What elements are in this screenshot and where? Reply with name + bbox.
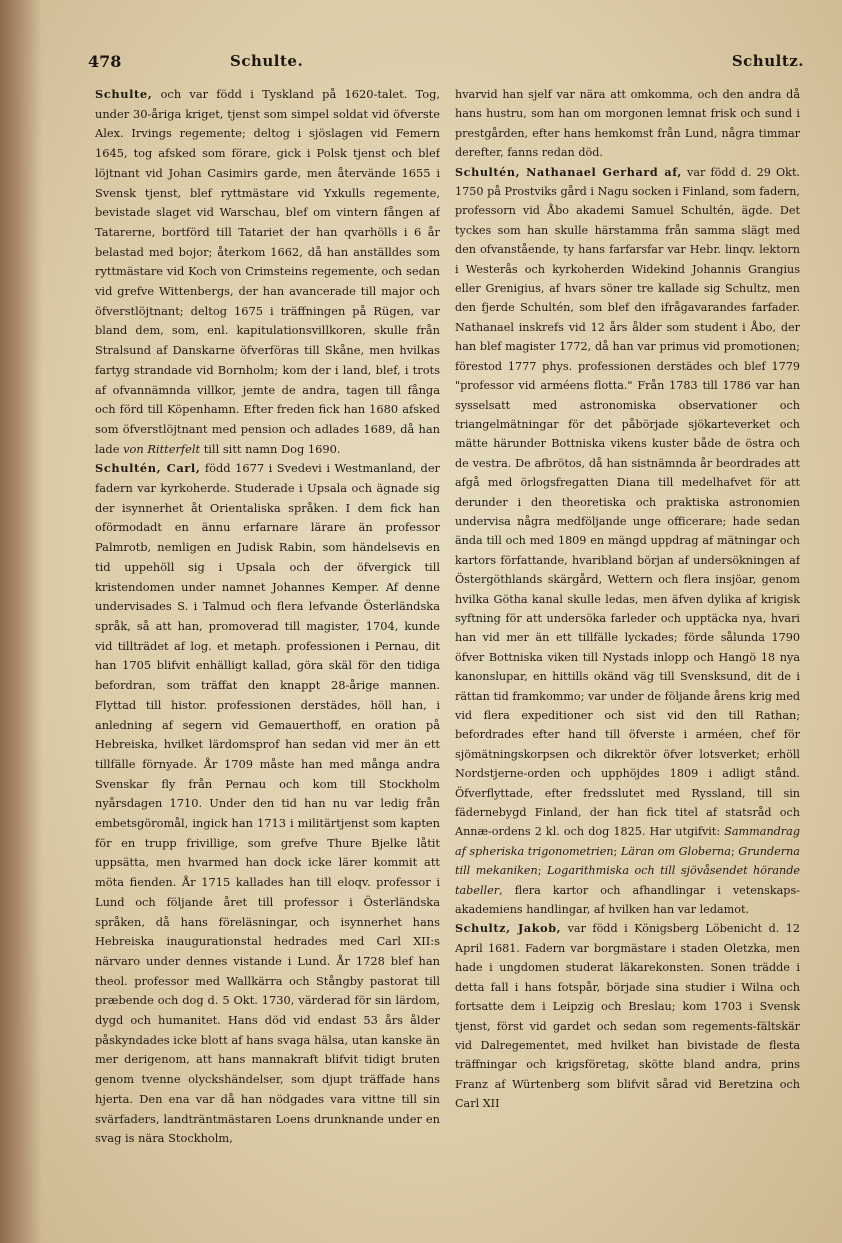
- entry-text: var född d. 29 Okt. 1750 på Prostviks gård i Nagu socken i Finland, som fadern, professorn vid Åbo akademi Samuel Schultén, ägde. Det tyckes som han skulle härstamma från samma slägt med den ofvanstående, ty hans farfarsfar var Hebr. linqv. lektorn i Westerås och kyrkoherden Widekind Johannis Grangius eller Grenigius, af hvars söner tre kallade sig Schultz, men den fjerde Schultén, som blef den ifrågavarandes farfader. Nathanael inskrefs vid 12 års ålder som student i Åbo, der han blef magister 1772, då han var primus vid promotionen; förestod 1777 phys. professionen derstädes och blef 1779 "professor vid arméens flotta." Från 1783 till 1786 var han sysselsatt med astronomiska observationer och triangelmätningar för det påbörjade sjökarteverket och mätte härunder Bottniska vikens kuster både de östra och de vestra. De afbrötos, då han sistnämnda år beordrades att afgå med örlogsfregatten Diana till medelhafvet för att derunder i den theoretiska och praktiska astronomien undervisa några medföljande unge officerare; hade sedan ända till och med 1809 en mängd uppdrag af mätningar och kartors författande, hvaribland början af undersökningen af Östergöthlands skärgård, Wettern och flera insjöar, genom hvilka Götha kanal skulle ledas, men äfven dylika af krigisk syftning för att undersöka farleder och upptäcka nya, hvari han vid mer än ett tillfälle lyckades; förde sålunda 1790 öfver Bottniska viken till Nystads inlopp och Hangö 18 nya kanonslupar, en hittills okänd väg till Svensksund, dit de i rättan tid framkommo; var under de följande årens krig med vid flera expeditioner och sist vid den till Rathan; befordrades efter hand till öfverste i arméen, chef för sjömätningskorpsen och dikrektör öfver lotsverket; erhöll Nordstjerne-orden och upphöjdes 1809 i adligt stånd. Öfverflyttade, efter fredsslutet med Ryssland, till sin fädernebygd Finland, der han fick titel af statsråd och Annæ-ordens 2 kl. och dog 1825. Har utgifvit:: [455, 165, 800, 839]
- right-running-head: Schultz.: [731, 52, 804, 70]
- left-column: [95, 85, 440, 1155]
- work-title: Läran om Globerna: [620, 844, 731, 858]
- entry-headword: Schulte,: [95, 87, 153, 101]
- work-separator: ;: [537, 864, 547, 878]
- entry-text: var född i Königsberg Löbenicht d. 12 April 1681. Fadern var borgmästare i staden Oletzka, men hade i ungdomen studerat läkarekonsten. Sonen trädde i detta fall i hans fotspår, började sina studier i Wilna och fortsatte dem i Leipzig och Breslau; kom 1703 i Svensk tjenst, först vid gardet och sedan som regements-fältskär vid Dalregementet, med hvilket han bivistade de flesta träffningar och krigsföretag, skötte bland andra, prins Franz af Würtenberg som blifvit sårad vid Beretzina och Carl XII: [455, 922, 800, 1111]
- continuation-text: [455, 85, 800, 163]
- entry-text: och var född i Tyskland på 1620-talet. Tog, under 30-åriga kriget, tjenst som simpel soldat vid öfverste Alex. Irvings regemente; deltog i sjöslagen vid Femern 1645, tog afsked som förare, gick i Polsk tjenst och blef löjtnant vid Johan Casimirs garde, men återvände 1655 i Svensk tjenst, blef ryttmästare vid Yxkulls regemente, bevistade slaget vid Warschau, blef om vintern fången af Tatarerne, bortförd till Tatariet der han qvarhölls i 6 år belastad med bojor; återkom 1662, då han anställdes som ryttmästare vid Koch von Crimsteins regemente, och sedan vid grefve Wittenbergs, der han avancerade till major och öfverstlöjtnant; deltog 1675 i träffningen på Rügen, var bland dem, som, enl. kapitulationsvillkoren, skulle från Stralsund af Danskarne öfverföras till Skåne, men hvilkas fartyg strandade vid Bornholm; kom der i land, blef, i trots af ofvannämnda villkor, jemte de andra, tagen till fånga och förd till Köpenhamn. Efter freden fick han 1680 afsked som öfverstlöjtnant med pension och adlades 1689, då han lade: [95, 87, 440, 456]
- entry-schulten-nathanael: [455, 163, 800, 920]
- running-header: [88, 52, 804, 76]
- page-number: 478: [88, 52, 122, 71]
- entry-text: född 1677 i Svedevi i Westmanland, der fadern var kyrkoherde. Studerade i Upsala och ägnade sig der isynnerhet åt Orientaliska språken. I dem fick han oförmodadt en ännu erfarnare lärare än professor Palmrotb, nemligen en Judisk Rabin, som händelsevis en tid uppehöll sig i Upsala och der öfvergick till kristendomen under namnet Johannes Kemper. Af denne undervisades S. i Talmud och flera lefvande Österländska språk, så att han, promoverad till magister, 1704, kunde vid tillträdet af log. et metaph. professionen i Pernau, dit han 1705 blifvit enhälligt kallad, göra skäl för den tidiga befordran, som träffat den knappt 28-årige mannen. Flyttad till histor. professionen derstädes, höll han, i anledning af segern vid Gemauerthoff, en oration på Hebreiska, hvilket lärdomsprof han sedan vid mer än ett tillfälle förnyade. År 1709 måste han med många andra Svenskar fly från Pernau och kom till Stockholm nyårsdagen 1710. Under den tid han nu var ledig från embetsgöromål, ingick han 1713 i militärtjenst som kapten för en trupp frivillige, som grefve Thure Bjelke låtit uppsätta, men hvarmed han dock icke lärer kommit att möta fienden. År 1715 kallades han till eloqv. professor i Lund och följande året till professor i Österländska språken, då hans föreläsningar, och isynnerhet hans Hebreiska inaugurationstal hedrades med Carl XII:s närvaro under dennes vistande i Lund. År 1728 blef han theol. professor med Wallkärra och Stångby pastorat till præbende och dog d. 5 Okt. 1730, värderad för sin lärdom, dygd och humanitet. Hans död vid endast 53 års ålder påskyndades icke blott af hans svaga hälsa, utan kanske än mer derigenom, att hans mannakraft blifvit tidigt bruten genom tvenne olyckshändelser, som djupt träffade hans hjerta. Den ena var då han nödgades vara vittne till sin svärfaders, landträntmästaren Loens drunknande under en svag is nära Stockholm,: [95, 461, 440, 1146]
- work-title: Grunderna till mekaniken: [455, 844, 800, 878]
- left-running-head: Schulte.: [230, 52, 304, 70]
- entry-schultz-jakob: [455, 919, 800, 1113]
- work-title: Logarithmiska och till sjövåsendet hörande tabeller: [455, 864, 800, 897]
- work-separator: ;: [730, 844, 739, 858]
- entry-italic-name: von Ritterfelt: [123, 441, 201, 456]
- entry-headword: Schultén, Carl,: [95, 461, 201, 476]
- work-separator: ,: [499, 883, 515, 897]
- entry-headword: Schultén, Nathanael Gerhard af,: [455, 164, 682, 179]
- work-title: Sammandrag af spheriska trigonometrien: [455, 825, 800, 858]
- entry-headword: Schultz, Jakob,: [455, 921, 562, 936]
- continuation-body: hvarvid han sjelf var nära att omkomma, och den andra då hans hustru, som han om morgonen lemnat frisk och sund i prestgården, efter hans hemkomst från Lund, några timmar derefter, fanns redan död.: [455, 88, 800, 160]
- entry-text-end: flera kartor och afhandlingar i vetenskaps-akademiens handlingar, af hvilken han var ledamot.: [455, 883, 800, 917]
- entry-text-end: till sitt namn Dog 1690.: [200, 441, 341, 456]
- right-column: [455, 85, 800, 1155]
- work-separator: ;: [613, 844, 621, 858]
- entry-schulten-carl: [95, 459, 440, 1149]
- book-spine-shadow: [0, 0, 42, 1243]
- entry-schulte: [95, 85, 440, 459]
